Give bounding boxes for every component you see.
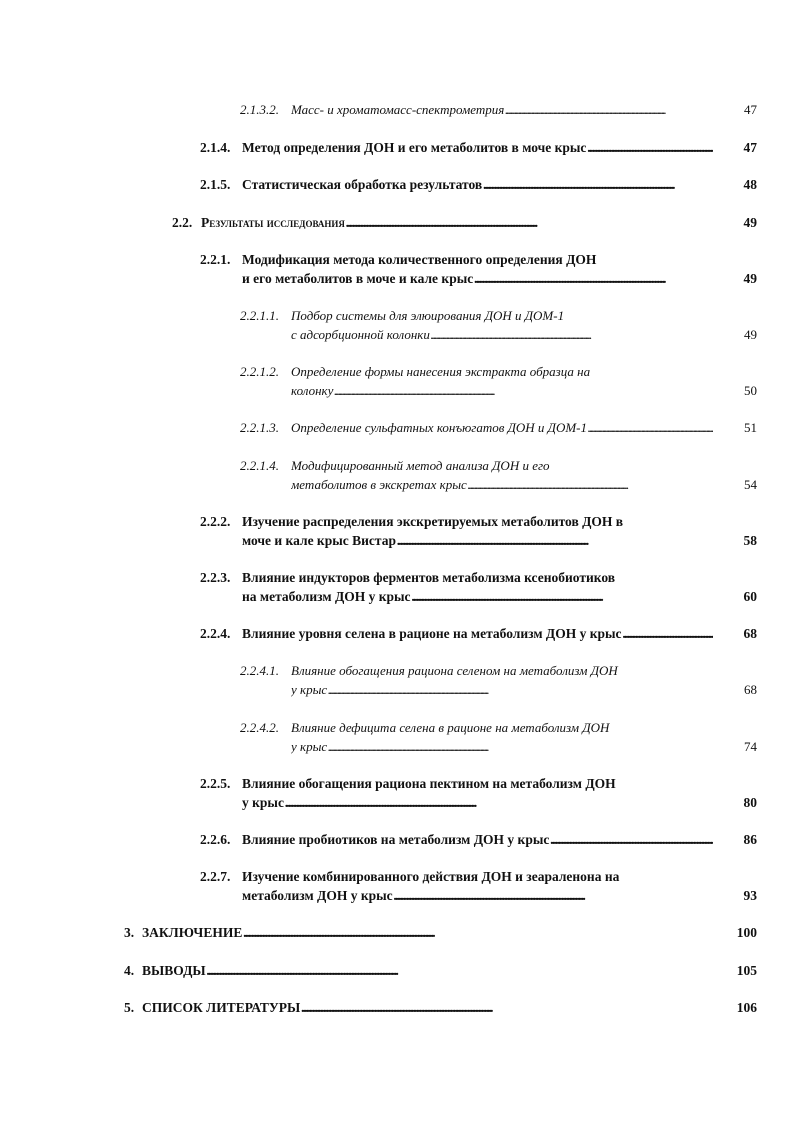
page-number: 86 [743,832,757,847]
page-number: 49 [743,271,757,286]
section-number: 4. [124,963,135,978]
section-title-cont: метаболитов в экскретах крыс . . . [291,476,713,494]
page-number: 54 [744,477,757,492]
section-title: ВЫВОДЫ . . . [142,962,713,980]
section-title: Модифицированный метод анализа ДОН и его [291,458,550,473]
section-number: 2.2.7. [200,869,231,884]
section-title-cont: на метаболизм ДОН у крыс . . . [242,588,713,606]
section-title: Определение сульфатных конъюгатов ДОН и ДОМ-1 . . . [291,419,713,437]
section-number: 2.2.4.2. [240,720,279,735]
page-number: 49 [744,327,757,342]
page-number: 106 [736,1000,757,1015]
page-number: 50 [744,383,757,398]
section-title: Влияние индукторов ферментов метаболизма ксенобиотиков [242,570,616,585]
section-number: 2.1.4. [200,140,231,155]
page-number: 51 [744,420,757,435]
section-number: 2.2.1.1. [240,308,279,323]
section-number: 2.2.1.4. [240,458,279,473]
section-title: Подбор системы для элюирования ДОН и ДОМ-1 [291,308,565,323]
section-title: Изучение распределения экскретируемых метаболитов ДОН в [242,514,624,529]
section-number: 2.2.6. [200,832,231,847]
section-title: СПИСОК ЛИТЕРАТУРЫ . . . [142,999,713,1017]
page-number: 48 [743,177,757,192]
section-number: 2.2.2. [200,514,231,529]
section-title-cont: колонку . . . [291,382,713,400]
page-number: 47 [743,140,757,155]
section-number: 2.2.1.3. [240,420,279,435]
section-title-cont: метаболизм ДОН у крыс . . . [242,887,713,905]
section-title-cont: у крыс . . . [291,738,713,756]
section-number: 2.2. [172,215,193,230]
section-number: 2.2.4. [200,626,231,641]
section-title: Влияние уровня селена в рационе на метаболизм ДОН у крыс . . . [242,625,713,643]
section-title: Влияние обогащения рациона пектином на метаболизм ДОН [242,776,616,791]
section-title: Влияние пробиотиков на метаболизм ДОН у крыс . . . [242,831,713,849]
page-number: 68 [744,682,757,697]
section-title-cont: и его метаболитов в моче и кале крыс . . . [242,270,713,288]
page-number: 68 [743,626,757,641]
section-title: Влияние обогащения рациона селеном на метаболизм ДОН [291,663,618,678]
page-number: 58 [743,533,757,548]
section-number: 2.2.4.1. [240,663,279,678]
section-title: Изучение комбинированного действия ДОН и зеараленона на [242,869,620,884]
section-title-cont: моче и кале крыс Вистар . . . [242,532,713,550]
section-number: 2.2.3. [200,570,231,585]
page-number: 100 [736,925,757,940]
section-title: Модификация метода количественного определения ДОН [242,252,597,267]
section-number: 3. [124,925,135,940]
section-title: Метод определения ДОН и его метаболитов в моче крыс . . . [242,139,713,157]
section-number: 5. [124,1000,135,1015]
section-title: Определение формы нанесения экстракта образца на [291,364,591,379]
section-title-cont: у крыс . . . [291,681,713,699]
section-number: 2.1.5. [200,177,231,192]
section-title: Влияние дефицита селена в рационе на метаболизм ДОН [291,720,610,735]
section-number: 2.2.1. [200,252,231,267]
section-title: ЗАКЛЮЧЕНИЕ . . . [142,924,713,942]
section-title-cont: с адсорбционной колонки . . . [291,326,713,344]
section-title: Статистическая обработка результатов . . . [242,176,713,194]
page-number: 47 [744,102,757,117]
page-number: 93 [743,888,757,903]
section-title: Результаты исследования . . . [201,214,713,232]
page-number: 80 [743,795,757,810]
page-number: 74 [744,739,757,754]
section-title: Масс- и хроматомасс-спектрометрия . . . [291,101,713,119]
section-number: 2.1.3.2. [240,102,279,117]
page-number: 105 [736,963,757,978]
section-number: 2.2.5. [200,776,231,791]
section-title-cont: у крыс . . . [242,794,713,812]
section-number: 2.2.1.2. [240,364,279,379]
page-number: 60 [743,589,757,604]
page-number: 49 [743,215,757,230]
